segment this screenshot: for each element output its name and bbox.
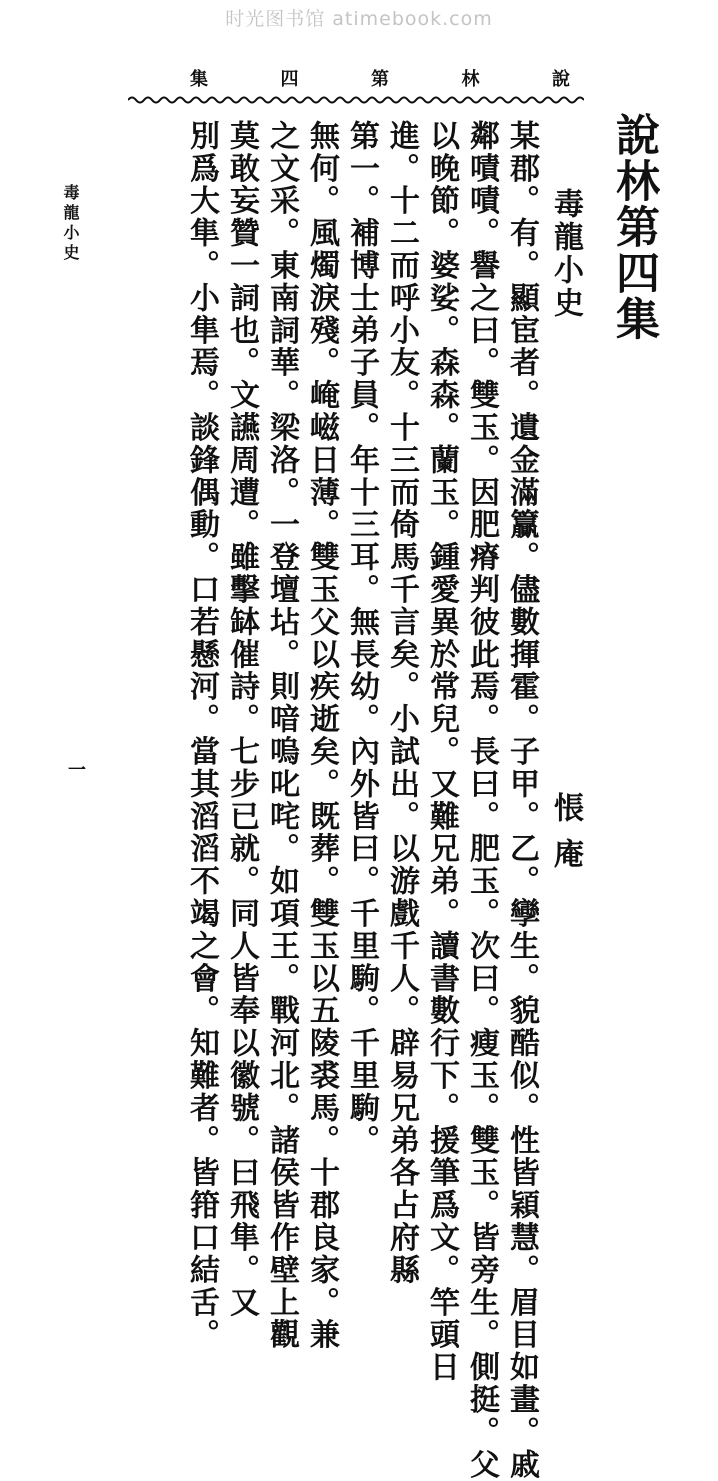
text-column: 別爲大隼。小隼焉。談鋒偶動。口若懸河。當其滔滔不竭之會。知難者。皆箝口結舌。 [184, 120, 219, 1352]
header-char: 第 [371, 69, 389, 90]
text-column: 第一。補博士弟子員。年十三耳。無長幼。內外皆曰。千里駒。千里駒。 [344, 120, 379, 1157]
story-title: 毒龍小史 [548, 188, 583, 320]
text-column: 無何。風燭淚殘。崦嵫日薄。雙玉父以疾逝矣。既葬。雙玉以五陵裘馬。十郡良家。兼 [304, 120, 339, 1352]
text-column: 之文采。東南詞華。梁洛。一登壇坫。則喑嗚叱咤。如項王。戰河北。諸侯皆作壁上觀 [264, 120, 299, 1352]
page-number: 一 [65, 760, 86, 778]
header-char: 集 [190, 69, 208, 90]
author-name: 悵庵 [548, 792, 583, 884]
text-column: 鄰嘖嘖。譽之曰。雙玉。因肥瘠判彼此焉。長曰。肥玉。次曰。瘦玉。雙玉。皆旁生。側挺。父 [464, 120, 499, 1481]
text-column: 以晚節。婆娑。森森。蘭玉。鍾愛異於常兒。又難兄弟。讀書數行下。援筆爲文。竿頭日 [424, 120, 459, 1384]
text-column: 莫敢妄贊一詞也。文讌周遭。雖擊缽催詩。七步已就。同人皆奉以徽號。曰飛隼。又 [224, 120, 259, 1319]
header-char: 四 [280, 69, 299, 90]
chapter-title: 說林第四集 [608, 112, 659, 342]
margin-story-title: 毒龍小史 [61, 184, 80, 264]
header-wavy-rule [128, 93, 584, 107]
header-char: 說 [552, 69, 570, 90]
watermark: 时光图书馆 atimebook.com [225, 8, 493, 30]
text-column: 進。十二而呼小友。十三而倚馬千言矣。小試出。以游戲千人。辟易兄弟各占府縣 [384, 120, 419, 1287]
text-column: 某郡。有。顯宦者。遺金滿籯。儘數揮霍。子甲。乙。孿生。貌酷似。性皆穎慧。眉目如畫。戚 [504, 120, 539, 1481]
running-header [190, 60, 570, 96]
header-char: 林 [461, 69, 480, 90]
